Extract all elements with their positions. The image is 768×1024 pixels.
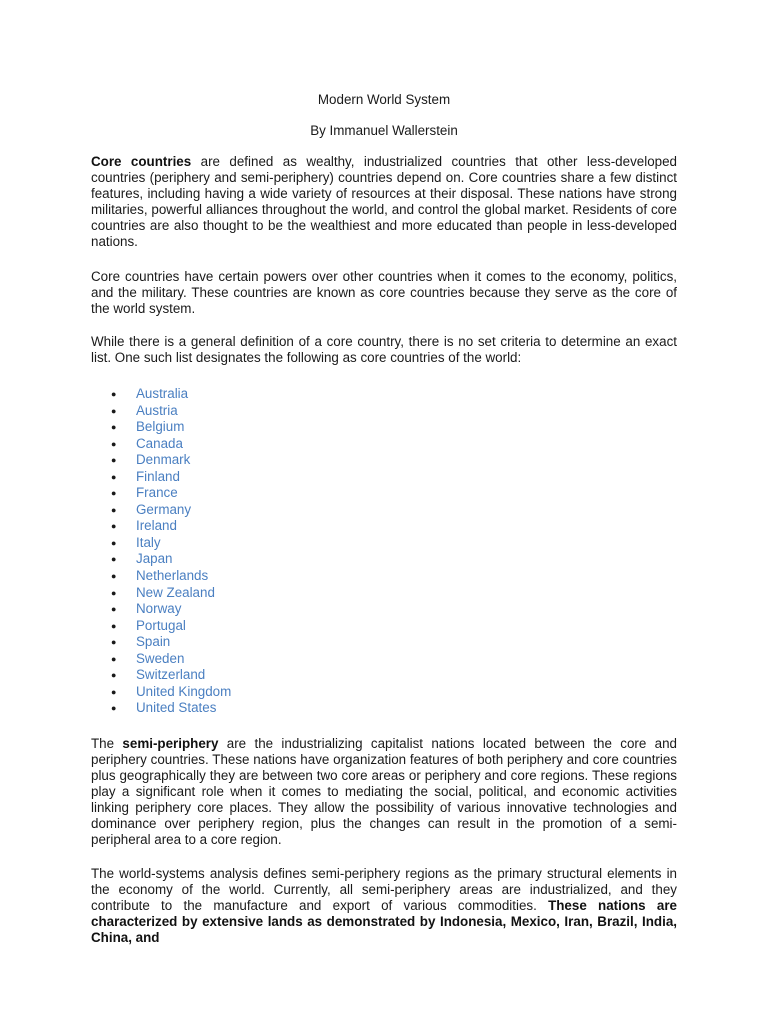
country-link[interactable]: Norway	[136, 601, 182, 617]
country-link[interactable]: Ireland	[136, 518, 177, 534]
bullet-icon: ●	[111, 670, 117, 681]
country-list-item	[91, 502, 677, 519]
bullet-icon: ●	[111, 471, 117, 482]
country-link[interactable]: France	[136, 485, 178, 501]
country-list-item	[91, 700, 677, 717]
country-link[interactable]: United Kingdom	[136, 683, 232, 699]
bullet-icon: ●	[111, 455, 117, 466]
bullet-icon: ●	[111, 703, 117, 714]
bullet-icon: ●	[111, 405, 117, 416]
bullet-icon: ●	[111, 637, 117, 648]
country-link[interactable]: Sweden	[136, 650, 185, 666]
country-link[interactable]: Finland	[136, 468, 180, 484]
bullet-icon: ●	[111, 438, 117, 449]
country-list-item	[91, 485, 677, 502]
country-link[interactable]: Japan	[136, 551, 173, 567]
country-list-item	[91, 568, 677, 585]
country-link[interactable]: Portugal	[136, 617, 186, 633]
bullet-icon: ●	[111, 554, 117, 565]
country-link[interactable]: Italy	[136, 534, 161, 550]
country-link[interactable]: Netherlands	[136, 568, 209, 584]
bullet-icon: ●	[111, 571, 117, 582]
country-list-item	[91, 419, 677, 436]
document-author: By Immanuel Wallerstein	[310, 123, 458, 138]
country-link[interactable]: Belgium	[136, 419, 185, 435]
paragraph-core-list-intro: While there is a general definition of a core country, there is no set criteria to determine an exact list. One such list designates the following as core countries of the world:	[91, 334, 677, 365]
country-link[interactable]: United States	[136, 700, 217, 716]
country-list-item	[91, 518, 677, 535]
paragraph-core-countries	[91, 154, 677, 250]
country-list-item	[91, 469, 677, 486]
term-semi-periphery: semi-periphery	[122, 735, 219, 751]
paragraph-bold-text: These nations are characterized by extensive lands as demonstrated by Indonesia, Mexico, Iran, Brazil, India, China, and	[91, 897, 677, 945]
bullet-icon: ●	[111, 422, 117, 433]
bullet-icon: ●	[111, 488, 117, 499]
country-link[interactable]: Denmark	[136, 452, 191, 468]
term-core-countries: Core countries	[91, 154, 192, 169]
paragraph-semi-periphery	[91, 736, 677, 848]
country-list-item	[91, 551, 677, 568]
country-list-item	[91, 535, 677, 552]
country-list-item	[91, 634, 677, 651]
country-list-item	[91, 436, 677, 453]
paragraph-text: are defined as wealthy, industrialized countries that other less-developed countries (periphery and semi-periphery) countries depend on. Core countries share a few distinct features, including having a wide variety of resources at their disposal. These nations have strong militaries, powerful alliances throughout the world, and control the global market. Residents of core countries are also thought to be the wealthiest and more educated than people in less-developed nations.	[91, 154, 677, 249]
paragraph-text: The world-systems analysis defines semi-periphery regions as the primary structural elements in the economy of the world. Currently, all semi-periphery areas are industrialized, and they contribute to the manufacture and export of various commodities.	[91, 865, 677, 913]
bullet-icon: ●	[111, 521, 117, 532]
country-list-item	[91, 585, 677, 602]
country-list-item	[91, 651, 677, 668]
country-list-item	[91, 618, 677, 635]
country-list-item	[91, 403, 677, 420]
country-link[interactable]: Austria	[136, 402, 178, 418]
country-list-item	[91, 601, 677, 618]
core-countries-list	[91, 386, 677, 717]
country-link[interactable]: Canada	[136, 435, 183, 451]
bullet-icon: ●	[111, 686, 117, 697]
bullet-icon: ●	[111, 604, 117, 615]
country-list-item	[91, 667, 677, 684]
country-link[interactable]: New Zealand	[136, 584, 215, 600]
bullet-icon: ●	[111, 504, 117, 515]
country-link[interactable]: Switzerland	[136, 667, 206, 683]
paragraph-core-powers: Core countries have certain powers over other countries when it comes to the economy, politics, and the military. These countries are known as core countries because they serve as the core of the world system.	[91, 269, 677, 316]
bullet-icon: ●	[111, 620, 117, 631]
bullet-icon: ●	[111, 537, 117, 548]
bullet-icon: ●	[111, 389, 117, 399]
bullet-icon: ●	[111, 653, 117, 664]
country-list-item	[91, 452, 677, 469]
document-page	[91, 92, 677, 946]
country-link[interactable]: Spain	[136, 634, 171, 650]
bullet-icon: ●	[111, 587, 117, 598]
paragraph-lead: The	[91, 735, 123, 751]
paragraph-text: are the industrializing capitalist nations located between the core and periphery countries. These nations have organization features of both periphery and core countries plus geographically they are between two core areas or periphery and core regions. These regions play a significant role when it comes to mediating the social, political, and economic activities linking periphery core places. They allow the possibility of various innovative technologies and dominance over periphery region, plus the changes can result in the promotion of a semi-peripheral area to a core region.	[91, 735, 678, 847]
country-link[interactable]: Australia	[136, 386, 189, 401]
country-link[interactable]: Germany	[136, 501, 192, 517]
paragraph-world-systems	[91, 866, 677, 946]
country-list-item	[91, 386, 677, 403]
document-title: Modern World System	[317, 92, 451, 107]
country-list-item	[91, 684, 677, 701]
